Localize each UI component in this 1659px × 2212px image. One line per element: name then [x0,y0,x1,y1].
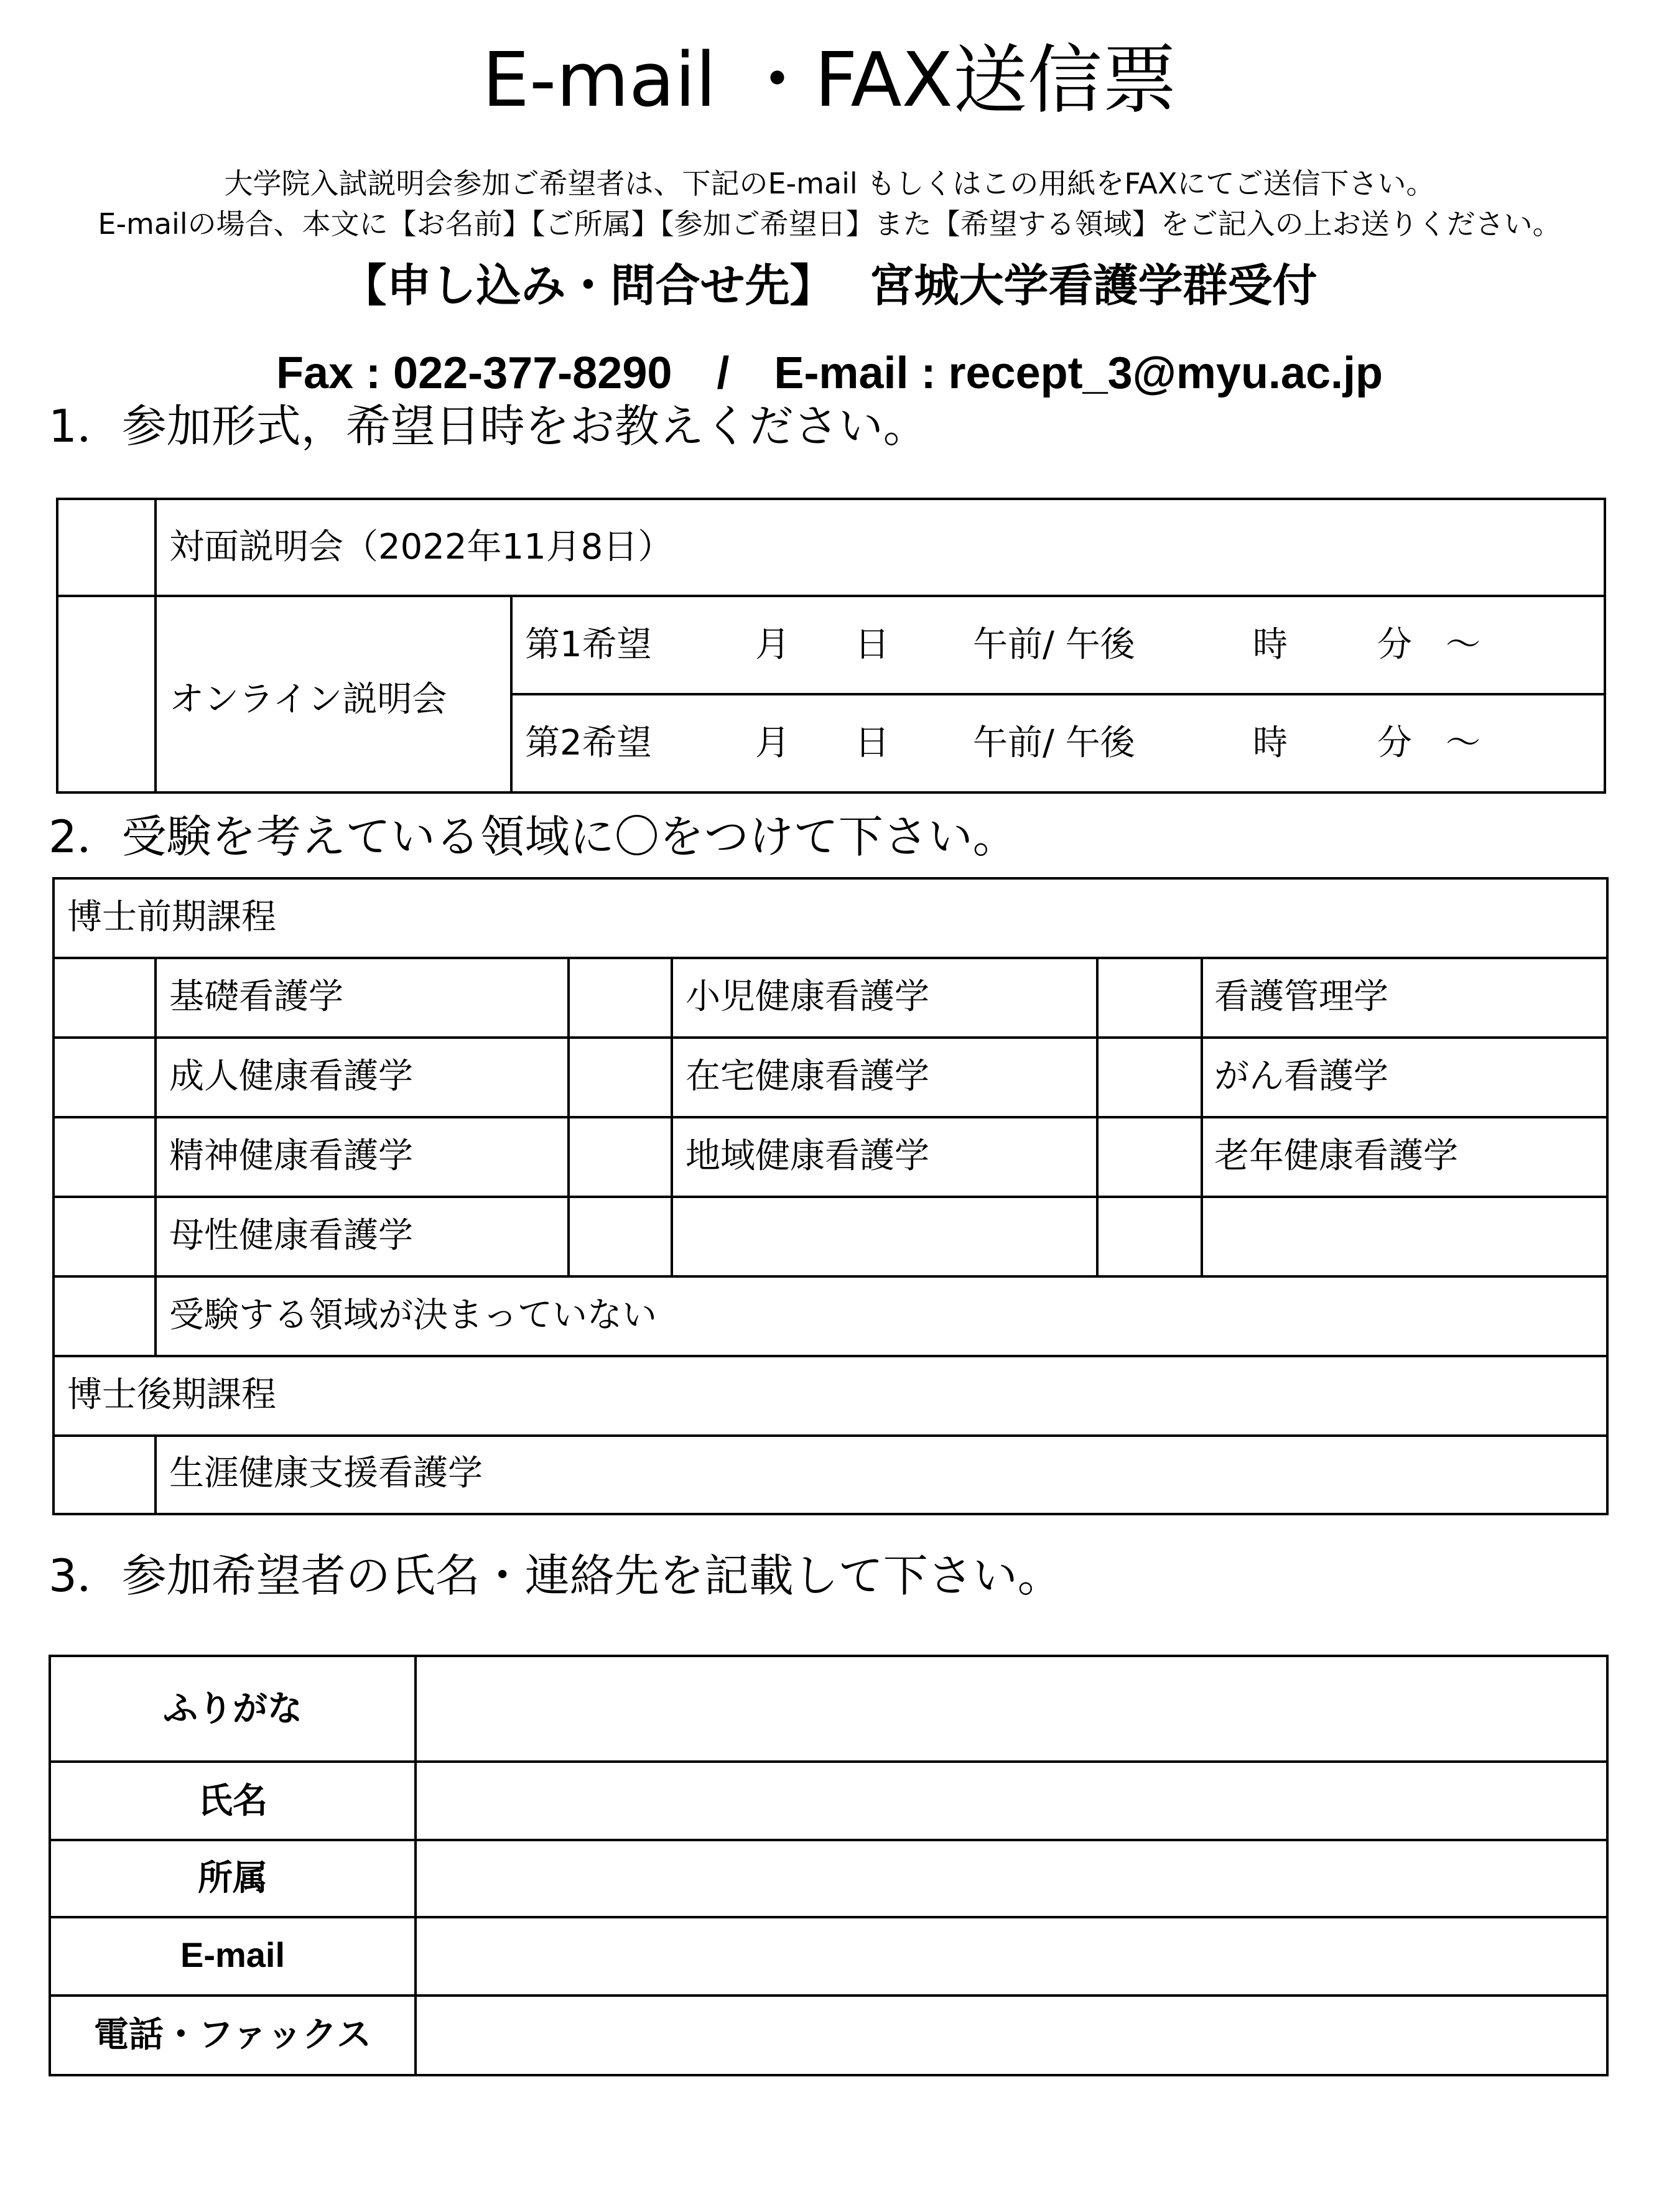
slot-ampm: 午前/ 午後 [973,625,1135,665]
page-title: E-mail ・FAX送信票 [482,37,1177,124]
slot-month: 月 [755,723,790,763]
checkbox-field[interactable] [570,959,671,1036]
undecided-option: 受験する領域が決まっていない [169,1295,657,1336]
slot-row-2[interactable] [513,695,1604,791]
slot-hour: 時 [1253,723,1288,763]
online-checkbox[interactable] [58,597,154,791]
in-person-option: 対面説明会（2022年11月8日） [169,527,673,567]
field-option: 基礎看護学 [169,977,343,1017]
name-input[interactable] [417,1763,1606,1839]
checkbox-field[interactable] [1099,1039,1201,1116]
checkbox-undecided[interactable] [55,1278,154,1355]
phone-fax-input[interactable] [417,1997,1606,2074]
affiliation-input[interactable] [417,1841,1606,1916]
slot-day: 日 [855,723,890,763]
slot-hour: 時 [1253,625,1288,665]
slot-tilde: ～ [1446,723,1480,763]
doctor-course-heading: 博士後期課程 [67,1375,276,1415]
section1-heading: 1．参加形式，希望日時をお教えください。 [49,400,928,452]
slot-ampm: 午前/ 午後 [973,723,1135,763]
intro-line-1: 大学院入試説明会参加ご希望者は、下記のE-mail もしくはこの用紙をFAXにてご送信下さい。 [224,167,1435,200]
checkbox-field[interactable] [1099,959,1201,1036]
slot-month: 月 [755,625,790,665]
field-option: がん看護学 [1214,1056,1388,1097]
label-phone-fax: 電話・ファックス [93,2015,372,2054]
field-option: 看護管理学 [1214,977,1388,1017]
field-option: 精神健康看護学 [169,1136,413,1176]
in-person-checkbox[interactable] [58,500,154,595]
field-option: 在宅健康看護学 [685,1056,929,1097]
contact-heading: 【申し込み・問合せ先】 宮城大学看護学群受付 [342,261,1317,311]
field-option: 成人健康看護学 [169,1056,413,1097]
checkbox-doctor-field[interactable] [55,1437,154,1513]
doctor-field-option: 生涯健康支援看護学 [169,1453,483,1494]
intro-line-2: E-mailの場合、本文に【お名前】【ご所属】【参加ご希望日】また【希望する領域】をご記入の上お送りください。 [98,207,1561,241]
checkbox-field[interactable] [55,1198,154,1275]
checkbox-field[interactable] [570,1039,671,1116]
checkbox-field[interactable] [1099,1118,1201,1196]
checkbox-field[interactable] [570,1118,671,1196]
field-option: 母性健康看護学 [169,1215,413,1256]
field-option: 小児健康看護学 [685,977,929,1017]
slot-row-1[interactable] [513,597,1604,693]
slot-label: 第2希望 [525,723,652,763]
slot-minute: 分 [1377,723,1412,763]
checkbox-field[interactable] [55,959,154,1036]
contact-fax-email: Fax : 022-377-8290 / E-mail : recept_3@myu.ac.jp [276,348,1383,398]
furigana-input[interactable] [417,1657,1606,1760]
slot-tilde: ～ [1446,625,1480,665]
master-course-heading: 博士前期課程 [67,897,276,937]
field-option: 老年健康看護学 [1214,1136,1458,1176]
label-email: E-mail [180,1935,286,1974]
label-name: 氏名 [198,1781,267,1820]
checkbox-field[interactable] [55,1118,154,1196]
section2-heading: 2．受験を考えている領域に〇をつけて下さい。 [49,811,1018,863]
email-input[interactable] [417,1918,1606,1994]
online-option: オンライン説明会 [169,679,447,720]
slot-label: 第1希望 [525,625,652,665]
label-furigana: ふりがな [163,1689,302,1728]
field-option: 地域健康看護学 [685,1136,929,1176]
section3-heading: 3．参加希望者の氏名・連絡先を記載して下さい。 [49,1550,1062,1602]
slot-minute: 分 [1377,625,1412,665]
label-affiliation: 所属 [198,1858,267,1897]
slot-day: 日 [855,625,890,665]
checkbox-field[interactable] [55,1039,154,1116]
